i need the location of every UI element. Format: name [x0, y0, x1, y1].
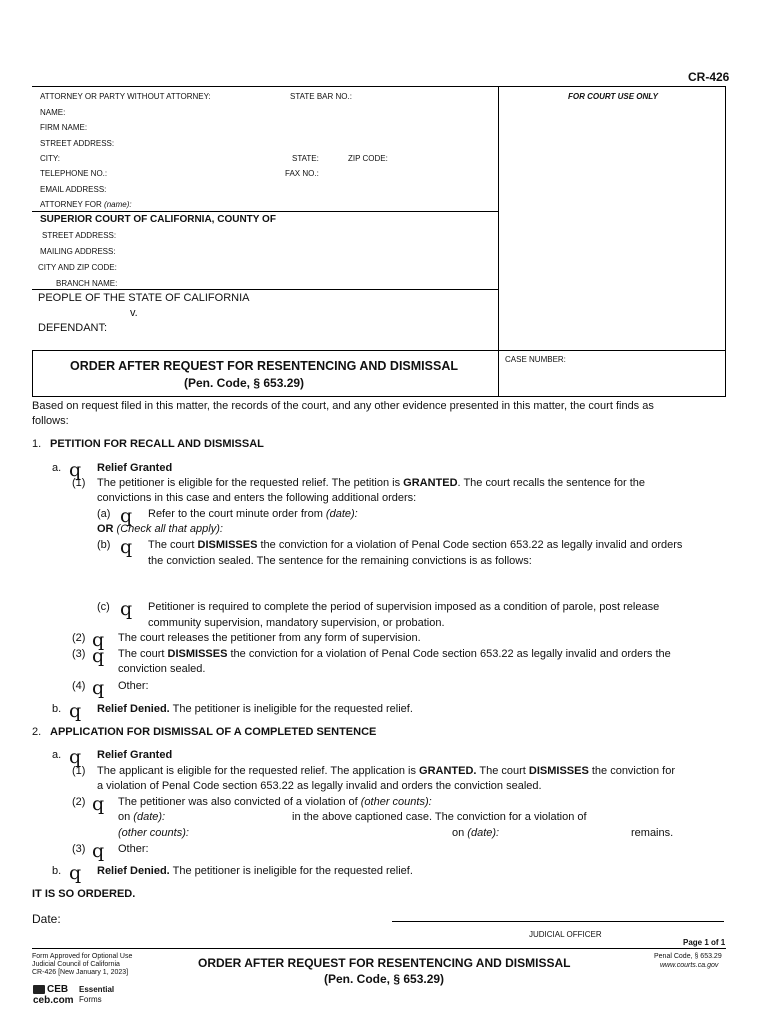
case-number-label: CASE NUMBER:: [505, 355, 566, 364]
judicial-officer-label: JUDICIAL OFFICER: [529, 930, 602, 939]
attorney-for-name: (name):: [104, 200, 132, 209]
caption-bottom-border: [32, 396, 726, 397]
firm-label: FIRM NAME:: [40, 123, 88, 132]
item-2a2-remains: remains.: [631, 827, 674, 839]
item-2a-label: a.: [52, 749, 62, 761]
item-2b-label: b.: [52, 865, 62, 877]
item-1a2-number: (2): [72, 632, 86, 644]
checkbox-1b[interactable]: q: [69, 700, 82, 722]
item-1a1a-number: (a): [97, 508, 111, 520]
checkbox-1a[interactable]: q: [69, 459, 82, 481]
item-1a1c-text: Petitioner is required to complete the period of supervision imposed as a condition of parole, post release: [148, 601, 660, 613]
phone-label: TELEPHONE NO.:: [40, 169, 108, 178]
item-1a1-number: (1): [72, 477, 86, 489]
checkbox-1a3[interactable]: q: [92, 645, 105, 667]
checkbox-1a2[interactable]: q: [92, 629, 105, 651]
checkbox-1a1a[interactable]: q: [120, 505, 133, 527]
street-label: STREET ADDRESS:: [40, 139, 115, 148]
item-2a-title: Relief Granted: [97, 749, 173, 761]
judicial-officer-signature-line[interactable]: [392, 921, 724, 922]
form-title-code: (Pen. Code, § 653.29): [184, 376, 305, 390]
checkbox-1a4[interactable]: q: [92, 677, 105, 699]
footer-left-3: CR-426 [New January 1, 2023]: [32, 969, 129, 976]
footer-right-2: www.courts.ca.gov: [660, 962, 719, 969]
ceb-logo-icon: [33, 985, 45, 994]
defendant-label: DEFENDANT:: [38, 322, 108, 334]
court-branch-label: BRANCH NAME:: [56, 279, 118, 288]
court-city-label: CITY AND ZIP CODE:: [38, 263, 117, 272]
item-2a2-on-date: on (date):: [118, 811, 166, 823]
item-2a1-text: The applicant is eligible for the requested relief. The application is GRANTED. The court DISMISSES the conviction for: [97, 765, 676, 777]
item-2a2-on-date-2: on (date):: [452, 827, 500, 839]
section-1-number: 1.: [32, 438, 42, 450]
or-check-all: OR (Check all that apply):: [97, 523, 223, 535]
item-2b-text: Relief Denied. The petitioner is ineligible for the requested relief.: [97, 865, 413, 877]
checkbox-2a2[interactable]: q: [92, 793, 105, 815]
city-label: CITY:: [40, 154, 61, 163]
item-2a2-text: The petitioner was also convicted of a violation of (other counts):: [118, 796, 432, 808]
ceb-com-text: ceb.com: [33, 995, 74, 1006]
item-1a2-text: The court releases the petitioner from any form of supervision.: [118, 632, 421, 644]
form-id: CR-426: [688, 70, 730, 84]
item-1a1b-text: The court DISMISSES the conviction for a violation of Penal Code section 653.22 as legally invalid and orders: [148, 539, 683, 551]
caption-divider-title: [32, 350, 726, 351]
footer-rule: [32, 948, 726, 949]
item-1a1b-number: (b): [97, 539, 111, 551]
form-title: ORDER AFTER REQUEST FOR RESENTENCING AND DISMISSAL: [70, 359, 458, 373]
item-1a1c-text-cont: community supervision, mandatory supervision, or probation.: [148, 617, 445, 629]
item-1a3-number: (3): [72, 648, 86, 660]
caption-divider-parties: [32, 289, 498, 290]
section-2-number: 2.: [32, 726, 42, 738]
intro-text-cont: follows:: [32, 415, 69, 427]
section-2-title: APPLICATION FOR DISMISSAL OF A COMPLETED SENTENCE: [50, 726, 377, 738]
footer-left-2: Judicial Council of California: [32, 961, 120, 968]
item-1a1c-number: (c): [97, 601, 110, 613]
ceb-logo-text: CEB: [47, 984, 69, 995]
item-1a4-text: Other:: [118, 680, 149, 692]
item-2a2-other-counts: (other counts):: [118, 827, 189, 839]
name-label: NAME:: [40, 108, 66, 117]
people-label: PEOPLE OF THE STATE OF CALIFORNIA: [38, 292, 250, 304]
item-2a1-number: (1): [72, 765, 86, 777]
item-1a1a-text: Refer to the court minute order from (date):: [148, 508, 358, 520]
court-street-label: STREET ADDRESS:: [42, 231, 117, 240]
section-1-title: PETITION FOR RECALL AND DISMISSAL: [50, 438, 264, 450]
checkbox-1a1c[interactable]: q: [120, 598, 133, 620]
item-2a2-mid-text: in the above captioned case. The conviction for a violation of: [292, 811, 587, 823]
page-number: Page 1 of 1: [683, 938, 726, 947]
attorney-for-text: ATTORNEY FOR: [40, 200, 102, 209]
item-1a1-text-cont: convictions in this case and enters the following additional orders:: [97, 492, 417, 504]
footer-title: ORDER AFTER REQUEST FOR RESENTENCING AND DISMISSAL: [198, 956, 571, 970]
essential-forms-text: Essential: [79, 985, 115, 994]
item-1a1-text: The petitioner is eligible for the requested relief. The petition is GRANTED. The court recalls the sentence for the: [97, 477, 646, 489]
caption-top-border: [32, 86, 726, 87]
footer-right-1: Penal Code, § 653.29: [654, 953, 722, 960]
caption-divider-court: [32, 211, 498, 212]
footer-left-1: Form Approved for Optional Use: [32, 953, 133, 960]
court-mailing-label: MAILING ADDRESS:: [40, 247, 116, 256]
item-2a3-text: Other:: [118, 843, 149, 855]
item-2a2-number: (2): [72, 796, 86, 808]
fax-label: FAX NO.:: [285, 169, 319, 178]
intro-text: Based on request filed in this matter, the records of the court, and any other evidence presented in this matter, the court finds as: [32, 400, 654, 412]
item-1a4-number: (4): [72, 680, 86, 692]
so-ordered: IT IS SO ORDERED.: [32, 888, 136, 900]
item-1a1b-text-cont: the conviction sealed. The sentence for the remaining convictions is as follows:: [148, 555, 532, 567]
item-1b-label: b.: [52, 703, 62, 715]
checkbox-2a3[interactable]: q: [92, 840, 105, 862]
item-2a3-number: (3): [72, 843, 86, 855]
checkbox-1a1b[interactable]: q: [120, 536, 133, 558]
versus-label: v.: [130, 307, 138, 319]
forms-text: Forms: [79, 995, 102, 1004]
court-use-label: FOR COURT USE ONLY: [568, 92, 658, 101]
attorney-for-label: [40, 200, 132, 209]
checkbox-2b[interactable]: q: [69, 862, 82, 884]
attorney-label: ATTORNEY OR PARTY WITHOUT ATTORNEY:: [40, 92, 211, 101]
checkbox-2a[interactable]: q: [69, 746, 82, 768]
item-2a1-text-cont: a violation of Penal Code section 653.22 as legally invalid and orders the conviction sealed.: [97, 780, 542, 792]
item-1b-text: Relief Denied. The petitioner is ineligible for the requested relief.: [97, 703, 413, 715]
item-1a-label: a.: [52, 462, 62, 474]
item-1a3-text-cont: conviction sealed.: [118, 663, 206, 675]
item-1a3-text: The court DISMISSES the conviction for a violation of Penal Code section 653.22 as legally invalid and orders the: [118, 648, 671, 660]
email-label: EMAIL ADDRESS:: [40, 185, 107, 194]
state-label: STATE:: [292, 154, 319, 163]
zip-label: ZIP CODE:: [348, 154, 388, 163]
date-label: Date:: [32, 912, 61, 926]
title-left-border: [32, 350, 33, 396]
item-1a-title: Relief Granted: [97, 462, 173, 474]
footer-title-code: (Pen. Code, § 653.29): [324, 972, 445, 986]
court-title: SUPERIOR COURT OF CALIFORNIA, COUNTY OF: [40, 214, 276, 225]
state-bar-label: STATE BAR NO.:: [290, 92, 352, 101]
